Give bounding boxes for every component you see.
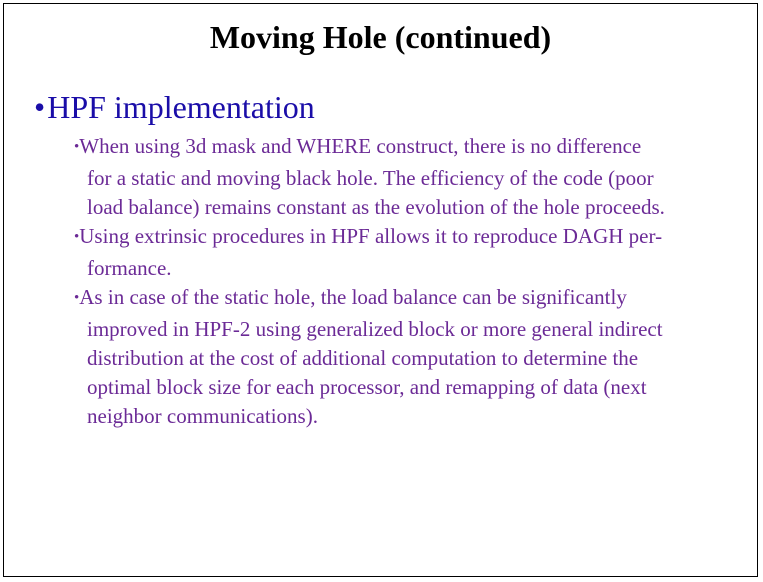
sub-bullet-line: formance. <box>87 256 172 280</box>
bullet-marker: • <box>34 89 46 125</box>
slide-frame <box>3 3 758 577</box>
sub-bullet-line: for a static and moving black hole. The efficiency of the code (poor <box>87 166 654 190</box>
sub-bullet-item <box>74 132 754 222</box>
sub-bullet-line: •When using 3d mask and WHERE construct, there is no difference <box>74 134 642 158</box>
slide-title: Moving Hole (continued) <box>209 19 552 55</box>
main-bullet <box>34 88 315 126</box>
sub-bullet-line: improved in HPF-2 using generalized block or more general indirect <box>87 317 663 341</box>
sub-bullet-line: optimal block size for each processor, and remapping of data (next <box>87 375 647 399</box>
sub-bullet-line: load balance) remains constant as the evolution of the hole proceeds. <box>87 195 665 219</box>
sub-bullet-line: •Using extrinsic procedures in HPF allows it to reproduce DAGH per- <box>74 224 663 248</box>
bullet-marker: • <box>74 290 80 306</box>
sub-bullet-line: distribution at the cost of additional computation to determine the <box>87 346 639 370</box>
bullet-marker: • <box>74 139 80 155</box>
sub-bullet-item <box>74 222 754 283</box>
main-bullet-text: HPF implementation <box>47 89 315 125</box>
bullet-marker: • <box>74 229 80 245</box>
sub-bullet-line: neighbor communications). <box>87 404 318 428</box>
sub-bullet-line: •As in case of the static hole, the load balance can be significantly <box>74 285 627 309</box>
sub-bullet-item <box>74 283 754 431</box>
sub-bullet-list <box>74 132 754 431</box>
